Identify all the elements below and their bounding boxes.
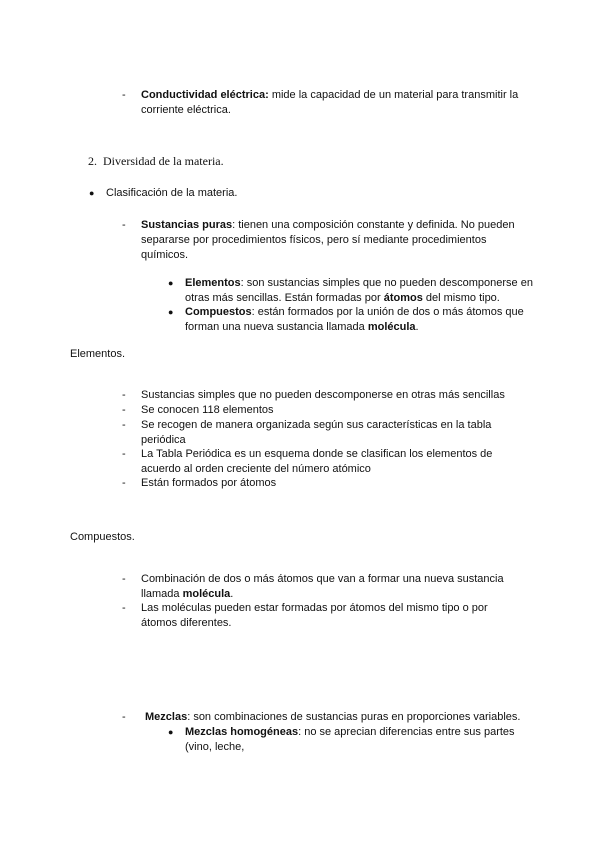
compuestos-text1: : están formados por la unión de dos o más átomos que forman una nueva sustancia llamada	[185, 306, 524, 333]
clasificacion-text: Clasificación de la materia.	[106, 187, 238, 199]
compuestos-heading: Compuestos.	[70, 531, 135, 543]
mezclas-text: : son combinaciones de sustancias puras en proporciones variables.	[187, 711, 521, 723]
conductividad-term: Conductividad eléctrica:	[141, 89, 269, 101]
dash-bullet: -	[122, 219, 126, 231]
section-number: 2.	[88, 154, 97, 168]
mezclas-term: Mezclas	[145, 711, 188, 723]
compuestos-bold: molécula	[367, 321, 416, 333]
list-item-bold: molécula	[182, 588, 231, 600]
compuestos-list-item	[122, 572, 521, 602]
dash-bullet: -	[122, 89, 126, 101]
dot-bullet: ●	[168, 307, 174, 317]
sustancias-item	[122, 218, 531, 263]
elementos-term: Elementos	[185, 277, 241, 289]
compuestos-text2: .	[415, 321, 419, 333]
elementos-bold: átomos	[383, 292, 423, 304]
conductividad-text: mide la capacidad de un material para transmitir la corriente eléctrica.	[141, 89, 519, 116]
compuestos-item	[168, 305, 535, 335]
list-item-text: Se recogen de manera organizada según sus características en la tabla periódica	[141, 419, 492, 446]
homogeneas-text: : no se aprecian diferencias entre sus partes (vino, leche,	[185, 726, 515, 753]
sustancias-text: : tienen una composición constante y definida. No pueden separarse por procedimientos físicos, pero sí mediante procedimientos químicos.	[141, 219, 515, 261]
dash-bullet: -	[122, 602, 126, 614]
conductividad-item	[122, 88, 531, 118]
clasificacion-item	[89, 186, 238, 201]
dash-bullet: -	[122, 448, 126, 460]
homogeneas-item	[168, 725, 530, 755]
compuestos-list-item	[122, 601, 521, 631]
elementos-list-item	[122, 476, 531, 491]
dash-bullet: -	[122, 477, 126, 489]
list-item-text: Están formados por átomos	[141, 477, 277, 489]
compuestos-term: Compuestos	[185, 306, 252, 318]
mezclas-item	[122, 710, 565, 725]
dot-bullet: ●	[89, 188, 95, 198]
elementos-list-item	[122, 447, 511, 477]
section-heading	[88, 154, 224, 169]
elementos-item	[168, 276, 535, 306]
elementos-list-item	[122, 388, 531, 403]
list-item-text: Combinación de dos o más átomos que van a formar una nueva sustancia llamada	[141, 573, 504, 600]
dash-bullet: -	[122, 389, 126, 401]
sustancias-term: Sustancias puras	[141, 219, 233, 231]
dash-bullet: -	[122, 404, 126, 416]
elementos-list-item	[122, 403, 531, 418]
list-item-end: .	[230, 588, 234, 600]
dash-bullet: -	[122, 711, 126, 723]
section-title: Diversidad de la materia.	[103, 154, 224, 168]
homogeneas-term: Mezclas homogéneas	[185, 726, 299, 738]
list-item-text: La Tabla Periódica es un esquema donde se clasifican los elementos de acuerdo al orden creciente del número atómico	[141, 448, 493, 475]
dash-bullet: -	[122, 419, 126, 431]
elementos-heading: Elementos.	[70, 348, 126, 360]
elementos-text1: : son sustancias simples que no pueden descomponerse en otras más sencillas. Están formadas por	[185, 277, 533, 304]
list-item-text: Las moléculas pueden estar formadas por átomos del mismo tipo o por átomos diferentes.	[141, 602, 488, 629]
list-item-text: Se conocen 118 elementos	[141, 404, 274, 416]
elementos-text2: del mismo tipo.	[422, 292, 500, 304]
elementos-list-item	[122, 418, 511, 448]
dash-bullet: -	[122, 573, 126, 585]
dot-bullet: ●	[168, 278, 174, 288]
list-item-text: Sustancias simples que no pueden descomponerse en otras más sencillas	[141, 389, 505, 401]
dot-bullet: ●	[168, 727, 174, 737]
